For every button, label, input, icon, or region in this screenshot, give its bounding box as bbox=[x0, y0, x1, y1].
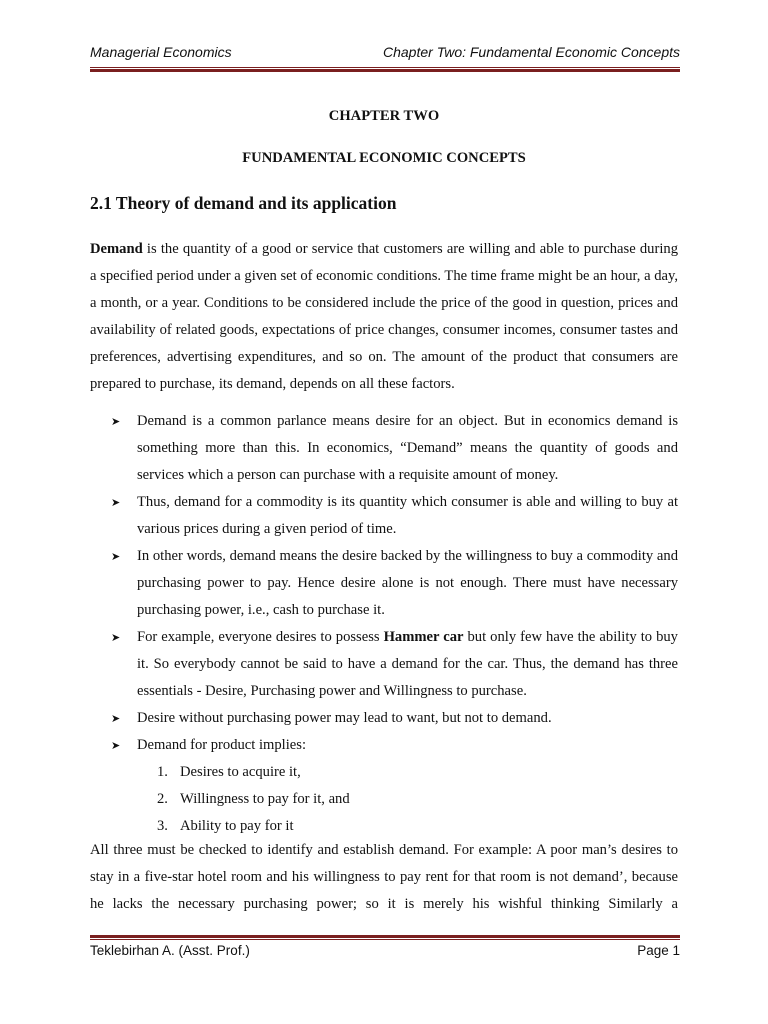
intro-paragraph bbox=[90, 236, 678, 398]
chapter-title: CHAPTER TWO bbox=[328, 108, 440, 124]
numbered-item: 2. Willingness to pay for it, and bbox=[157, 791, 350, 807]
numbered-item: 3. Ability to pay for it bbox=[157, 818, 294, 834]
list-item: ➤ Demand is a common parlance means desire for an object. But in economics demand is something more than this. In economics, “Demand” means the quantity of goods and services which a person can purchase with a requisite amount of money. bbox=[90, 408, 678, 489]
arrow-bullet-icon: ➤ bbox=[111, 739, 121, 752]
header-course-title: Managerial Economics bbox=[90, 44, 232, 60]
bullet-list bbox=[90, 408, 678, 840]
chapter-subtitle: FUNDAMENTAL ECONOMIC CONCEPTS bbox=[242, 150, 526, 166]
intro-text: is the quantity of a good or service that customers are willing and able to purchase during a specified period under a given set of economic conditions. The time frame might be an hour, a day, a month, or a year. Conditions to be considered include the price of the good in question, prices and availability of related goods, expectations of price changes, consumer incomes, consumer tastes and preferences, advertising expenditures, and so on. The amount of the product that consumers are prepared to purchase, its demand, depends on all these factors. bbox=[90, 241, 678, 392]
footer-rule-thick bbox=[90, 935, 680, 938]
arrow-bullet-icon: ➤ bbox=[111, 496, 121, 509]
arrow-bullet-icon: ➤ bbox=[111, 415, 121, 428]
section-heading: 2.1 Theory of demand and its application bbox=[90, 193, 397, 213]
list-item: ➤ Thus, demand for a commodity is its quantity which consumer is able and willing to buy at various prices during a given period of time. bbox=[90, 489, 678, 543]
numbered-list bbox=[90, 759, 678, 840]
demand-term: Demand bbox=[90, 241, 143, 257]
page-header bbox=[90, 44, 680, 66]
footer-author: Teklebirhan A. (Asst. Prof.) bbox=[90, 943, 250, 958]
arrow-bullet-icon: ➤ bbox=[111, 712, 121, 725]
list-item: ➤ For example, everyone desires to possess Hammer car but only few have the ability to buy it. So everybody cannot be said to have a demand for the car. Thus, the demand has three essentials - Desire, Purchasing power and Willingness to purchase. bbox=[90, 624, 678, 705]
hammer-car-term: Hammer car bbox=[383, 629, 464, 645]
arrow-bullet-icon: ➤ bbox=[111, 550, 121, 563]
numbered-item: 1. Desires to acquire it, bbox=[157, 764, 301, 780]
list-item: ➤ In other words, demand means the desire backed by the willingness to buy a commodity and purchasing power to pay. Hence desire alone is not enough. There must have necessary purchasing power, i.e., cash to purchase it. bbox=[90, 543, 678, 624]
header-chapter-title: Chapter Two: Fundamental Economic Concepts bbox=[383, 44, 680, 60]
list-item: ➤ Demand for product implies: bbox=[90, 732, 678, 759]
header-rule-thick bbox=[90, 69, 680, 72]
footer-page-number: Page 1 bbox=[637, 943, 680, 958]
page-footer bbox=[90, 943, 680, 963]
header-rule-thin bbox=[90, 67, 680, 68]
closing-paragraph: All three must be checked to identify and establish demand. For example: A poor man’s desires to stay in a five-star hotel room and his willingness to pay rent for that room is not demand’, because he lacks the necessary purchasing power; so it is merely his wishful thinking Similarly a bbox=[90, 842, 678, 912]
footer-rule-thin bbox=[90, 939, 680, 940]
list-item: ➤ Desire without purchasing power may lead to want, but not to demand. bbox=[90, 705, 678, 732]
arrow-bullet-icon: ➤ bbox=[111, 631, 121, 644]
